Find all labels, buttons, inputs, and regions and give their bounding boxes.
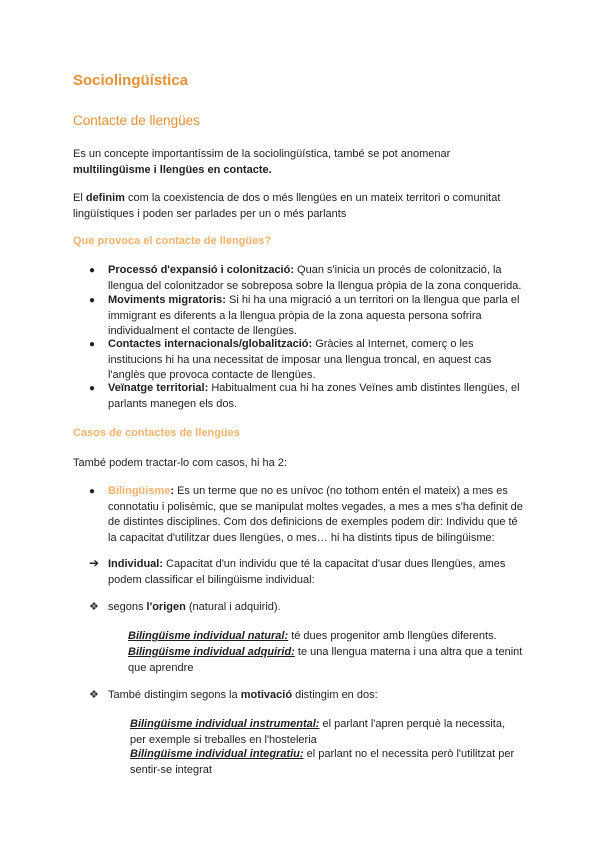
list-item-expansio: Processó d'expansió i colonització: Quan s'inicia un procés de colonització, la llengua del colonitzador se sobreposa sobre la llengua pròpia de la zona conquerida. xyxy=(108,264,522,292)
item-natural: Bilingüisme individual natural: té dues progenitor amb llengües diferents. xyxy=(128,630,497,642)
list-item-individual: Individual: Capacitat d'un individu que té la capacitat d'usar dues llengües, ames podem classificar el bilingüisme individual: xyxy=(108,558,506,586)
subheading-casos: Casos de contactes de llengües xyxy=(73,427,240,439)
definition-paragraph: El definim com la coexistencia de dos o més llengües en un mateix territori o comunitat lingüístiques i poden ser parlades per un o més parlants xyxy=(73,192,501,220)
bullet-dot: ● xyxy=(89,486,96,497)
arrow-bullet-icon: ➔ xyxy=(89,556,100,570)
subheading-provoca: Que provoca el contacte de llengües? xyxy=(73,235,272,247)
bullet-dot: ● xyxy=(89,265,96,276)
diamond-bullet-icon: ❖ xyxy=(89,601,99,613)
bullet-dot: ● xyxy=(89,383,96,394)
diamond-bullet-icon: ❖ xyxy=(89,689,99,701)
casos-intro: També podem tractar-lo com casos, hi ha 2: xyxy=(73,457,287,469)
list-item-origen: segons l'origen (natural i adquirid). xyxy=(108,601,281,613)
bullet-dot: ● xyxy=(89,295,96,306)
list-item-internacionals: Contactes internacionals/globalització: Gràcies al Internet, comerç o les institucions hi ha una necessitat de imposar una llengua troncal, en aquest cas l'anglès que provoca contacte de llengües. xyxy=(108,338,492,381)
document-title: Sociolingüística xyxy=(73,72,189,89)
list-item-motivacio: També distingim segons la motivació distingim en dos: xyxy=(108,689,378,701)
list-item-bilinguisme: Bilingüisme: Es un terme que no es unívoc (no tothom entén el mateix) a mes es connotatiu i polisèmic, que se manipulat moltes vegades, a mes a mes s'ha definit de de distintes disciplines. Com dos definicions de exemples podem dir: Individu que té la capacitat d'utilitzar dues llengües, o mes… hi ha distints tipus de bilingüisme: xyxy=(108,485,523,544)
section-heading-contacte: Contacte de llengües xyxy=(73,113,200,128)
list-item-migratoris: Moviments migratoris: Si hi ha una migració a un territori on la llengua que parla el immigrant es diferents a la llengua pròpia de la zona aquesta persona sofrira individualment el contacte de llengües. xyxy=(108,294,520,337)
definim-bold: definim xyxy=(85,192,125,204)
item-instrumental: Bilingüisme individual instrumental: el parlant l'apren perquè la necessita, per exemple si treballes en l'hosteleria xyxy=(130,718,506,746)
item-integratiu: Bilingüisme individual integratiu: el parlant no el necessita però l'utilitzat per sentir-se integrat xyxy=(130,748,515,776)
intro-line-1: Es un concepte importantíssim de la sociolingüística, també se pot anomenar xyxy=(73,148,451,160)
bullet-dot: ● xyxy=(89,339,96,350)
intro-bold-term: multilingüisme i llengües en contacte. xyxy=(73,164,272,176)
intro-paragraph xyxy=(73,146,450,178)
list-item-veinatge: Veïnatge territorial: Habitualment cua hi ha zones Veïnes amb distintes llengües, el parlants manegen els dos. xyxy=(108,382,520,410)
item-adquirid: Bilingüisme individual adquirid: te una llengua materna i una altra que a tenint que aprendre xyxy=(128,646,523,674)
